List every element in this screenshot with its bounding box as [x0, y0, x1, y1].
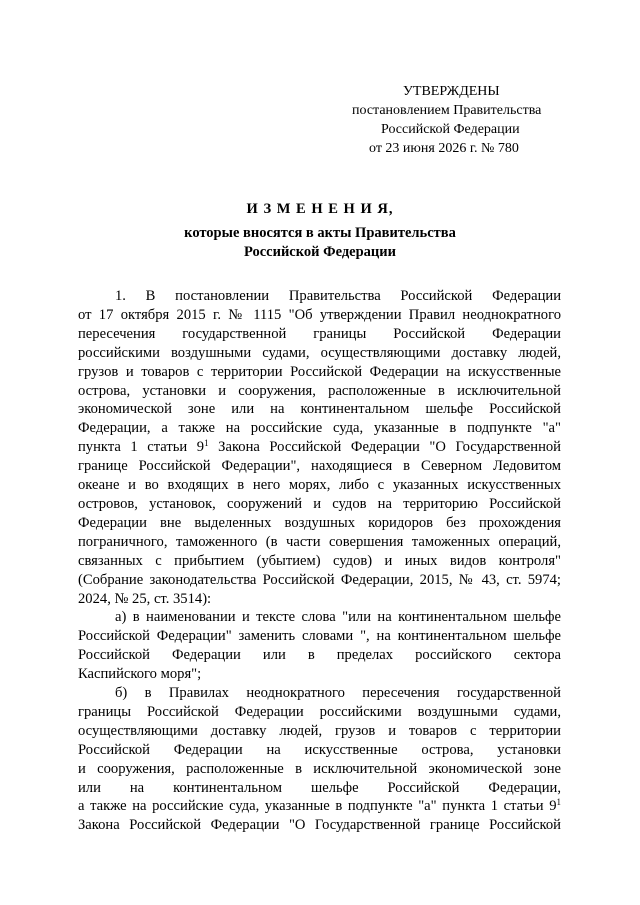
superscript: 1 — [204, 438, 209, 449]
text-line: российскими воздушными судами, осуществляющими доставку людей, — [78, 344, 561, 361]
document-body — [78, 287, 561, 835]
heading-subtitle-line-1: которые вносятся в акты Правительства — [184, 225, 456, 241]
text-line: океане и во входящих в него морях, либо с указанных искусственных — [78, 477, 561, 494]
text-line: Российской Федерации на искусственные острова, установки — [78, 741, 561, 758]
text-line: и сооружения, расположенные в исключительной экономической зоне — [78, 760, 561, 777]
heading-title: И З М Е Н Е Н И Я, — [246, 201, 394, 217]
item-b — [78, 684, 561, 835]
approval-line-2: Российской Федерации — [381, 122, 520, 137]
text-line: острова, установки и сооружения, расположенные в исключительной — [78, 382, 561, 399]
text-line: Российской Федерации" заменить словами ", на континентальном шельфе — [78, 628, 561, 645]
text-line: или на континентальном шельфе Российской Федерации, — [78, 779, 561, 796]
text-line: от 17 октября 2015 г. № 1115 "Об утверждении Правил неоднократного — [78, 306, 561, 323]
text-line: экономической зоне или на континентальном шельфе Российской — [78, 401, 561, 418]
text-fragment: пункта 1 статьи 9 — [78, 439, 205, 456]
text-line — [78, 438, 561, 457]
text-line: Российской Федерации или в пределах российского сектора — [78, 647, 561, 664]
approval-line-1: постановлением Правительства — [352, 103, 542, 118]
text-line: Федерации вне выделенных воздушных коридоров без прохождения — [78, 514, 561, 531]
text-line: (Собрание законодательства Российской Федерации, 2015, № 43, ст. 5974; — [78, 571, 561, 588]
text-line: Каспийского моря"; — [78, 666, 202, 683]
text-line: 1. В постановлении Правительства Российской Федерации — [115, 288, 561, 304]
text-line: связанных с прибытием (убытием) судов) и иных видов контроля" — [78, 552, 561, 569]
text-line: грузов и товаров с территории Российской Федерации на искусственные — [78, 363, 561, 380]
superscript: 1 — [556, 797, 561, 808]
text-line: пограничного, таможенного (в части совершения таможенных операций, — [78, 533, 561, 550]
approval-title: УТВЕРЖДЕНЫ — [403, 84, 500, 99]
text-line: пересечения государственной границы Российской Федерации — [78, 325, 561, 342]
text-line: осуществляющими доставку людей, грузов и товаров с территории — [78, 722, 561, 739]
text-line: Закона Российской Федерации "О Государственной границе Российской — [78, 817, 561, 834]
text-fragment: Закона Российской Федерации "О Государственной — [208, 439, 561, 456]
item-a — [78, 608, 561, 684]
text-line: а) в наименовании и тексте слова "или на континентальном шельфе — [115, 609, 561, 626]
paragraph-1 — [78, 287, 561, 608]
text-line: границе Российской Федерации", находящиеся в Северном Ледовитом — [78, 458, 561, 475]
heading-subtitle-line-2: Российской Федерации — [243, 244, 396, 260]
approval-line-3: от 23 июня 2026 г. № 780 — [369, 141, 519, 156]
text-fragment: а также на российские суда, указанные в подпункте "а" пункта 1 статьи 9 — [78, 798, 557, 815]
text-line: границы Российской Федерации российскими воздушными судами, — [78, 703, 561, 720]
text-line: б) в Правилах неоднократного пересечения государственной — [115, 685, 561, 702]
text-line — [78, 797, 561, 816]
text-line: Федерации, а также на российские суда, указанные в подпункте "а" — [78, 420, 561, 437]
text-line: 2024, № 25, ст. 3514): — [78, 590, 212, 607]
text-line: островов, установок, сооружений и судов на территорию Российской — [78, 495, 561, 512]
